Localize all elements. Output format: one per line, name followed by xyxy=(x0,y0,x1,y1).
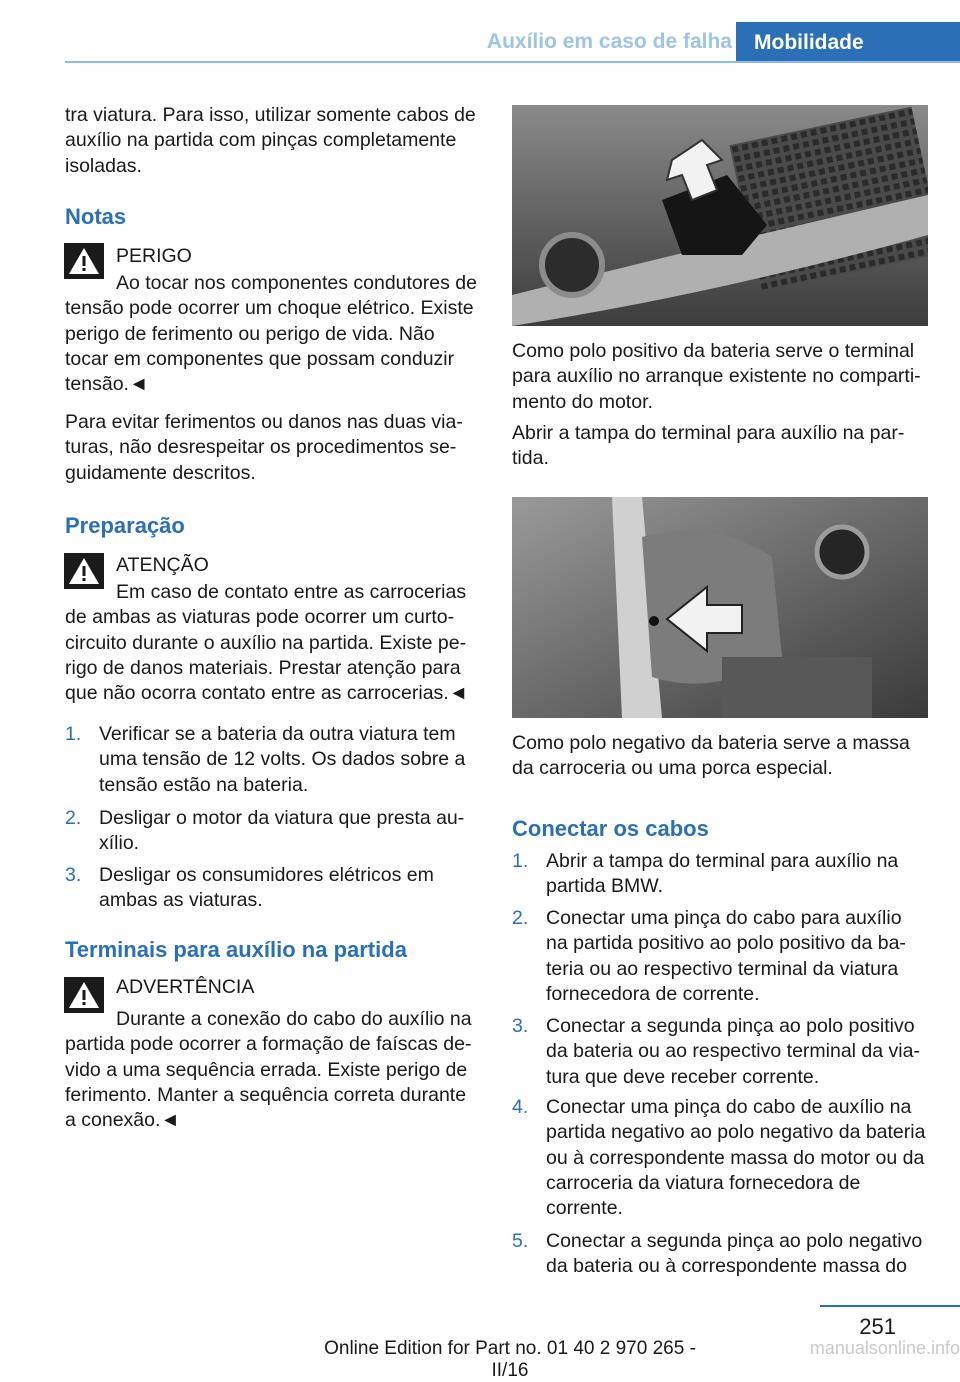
step-number: 1. xyxy=(65,723,82,745)
warning-title-advertencia: ADVERTÊNCIA xyxy=(116,976,255,998)
connect-steps xyxy=(512,849,927,1289)
list-item xyxy=(512,906,927,1007)
step-number: 3. xyxy=(65,864,82,886)
notas-heading: Notas xyxy=(65,204,127,229)
step-text: Verificar se a bateria da outra viatura tem uma tensão de 12 volts. Os dados sobre a tensão estão na bateria. xyxy=(99,723,466,796)
chapter-tab: Mobilidade xyxy=(736,22,960,63)
header-rule xyxy=(65,61,960,63)
body-paragraph: Para evitar ferimentos ou danos nas duas viaturas, não desrespeitar os procedimentos seguidamente descritos. xyxy=(65,411,463,484)
engine-positive-terminal-photo xyxy=(512,105,928,326)
section-title: Auxílio em caso de falha xyxy=(486,30,732,53)
step-text: Conectar uma pinça do cabo de auxílio na partida negativo ao polo negativo da bateria ou à correspondente massa do motor ou da carroceria da viatura fornecedora de corrente. xyxy=(546,1096,926,1220)
edition-note: Online Edition for Part no. 01 40 2 970 265 - II/16 xyxy=(324,1338,696,1381)
warning-text-advertencia: Durante a conexão do cabo do auxílio na partida pode ocorrer a formação de faíscas devido a uma sequência errada. Existe perigo de ferimento. Manter a sequência correta durante a conexão.◄ xyxy=(65,1008,472,1132)
step-number: 1. xyxy=(512,850,529,872)
terminais-heading: Terminais para auxílio na partida xyxy=(65,937,407,962)
preparation-steps xyxy=(65,722,480,912)
step-text: Desligar o motor da viatura que presta auxílio. xyxy=(99,807,465,855)
list-item xyxy=(512,1095,927,1221)
engine-negative-ground-photo xyxy=(512,497,928,718)
step-number: 5. xyxy=(512,1230,529,1252)
intro-paragraph: tra viatura. Para isso, utilizar somente cabos de auxílio na partida com pinças completamente isoladas. xyxy=(65,104,476,177)
list-item xyxy=(512,849,927,900)
list-item xyxy=(65,806,480,857)
step-text: Abrir a tampa do terminal para auxílio na partida BMW. xyxy=(546,850,899,898)
list-item xyxy=(512,1014,927,1090)
step-text: Desligar os consumidores elétricos em ambas as viaturas. xyxy=(99,864,434,912)
step-text: Conectar uma pinça do cabo para auxílio na partida positivo ao polo positivo da bateria ou ao respectivo terminal da viatura fornecedora de corrente. xyxy=(546,907,906,1005)
preparacao-heading: Preparação xyxy=(65,513,185,538)
step-text: Conectar a segunda pinça ao polo negativo da bateria ou à correspondente massa do xyxy=(546,1230,923,1278)
caption-positive: Como polo positivo da bateria serve o terminal para auxílio no arranque existente no compartimento do motor. xyxy=(512,340,921,413)
list-item xyxy=(512,1229,927,1280)
step-number: 4. xyxy=(512,1096,529,1118)
list-item xyxy=(65,863,480,914)
step-number: 2. xyxy=(65,807,82,829)
step-text: Conectar a segunda pinça ao polo positivo da bateria ou ao respectivo terminal da viatura que deve receber corrente. xyxy=(546,1015,920,1088)
warning-text-caution: Em caso de contato entre as carrocerias de ambas as viaturas pode ocorrer um curto-circuito durante o auxílio na partida. Existe perigo de danos materiais. Prestar atenção para que não ocorra contato entre as carrocerias.◄ xyxy=(65,581,469,705)
list-item xyxy=(65,722,480,798)
step-number: 3. xyxy=(512,1015,529,1037)
caption-negative: Como polo negativo da bateria serve a massa da carroceria ou uma porca especial. xyxy=(512,732,910,780)
warning-title-caution: ATENÇÃO xyxy=(116,554,209,576)
warning-text-danger: Ao tocar nos componentes condutores de tensão pode ocorrer um choque elétrico. Existe perigo de ferimento ou perigo de vida. Não tocar em componentes que possam conduzir tensão.◄ xyxy=(65,272,477,396)
caption-open-cover: Abrir a tampa do terminal para auxílio na partida. xyxy=(512,422,905,470)
warning-title-danger: PERIGO xyxy=(116,245,192,267)
footer-rule xyxy=(820,1305,960,1307)
watermark: manualsonline.info xyxy=(809,1338,960,1358)
conectar-heading: Conectar os cabos xyxy=(512,816,709,841)
page-number: 251 xyxy=(859,1314,896,1339)
step-number: 2. xyxy=(512,907,529,929)
